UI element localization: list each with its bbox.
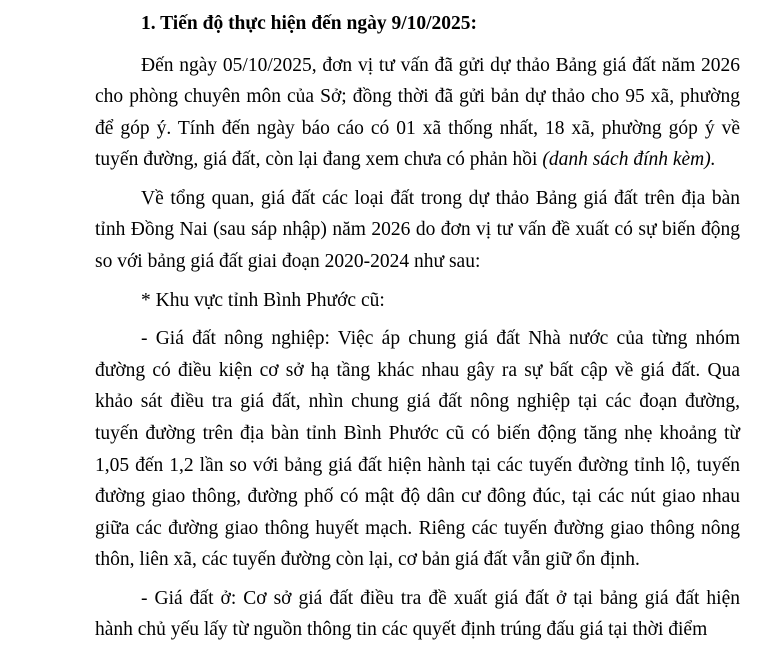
paragraph-4: - Giá đất nông nghiệp: Việc áp chung giá đất Nhà nước của từng nhóm đường có điều kiện cơ sở hạ tầng khác nhau gây ra sự bất cập về giá đất. Qua khảo sát điều tra giá đất, nhìn chung giá đất nông nghiệp tại các đoạn đường, tuyến đường trên địa bàn tỉnh Bình Phước cũ có biến động tăng nhẹ khoảng từ 1,05 đến 1,2 lần so với bảng giá đất hiện hành tại các tuyến đường tỉnh lộ, tuyến đường giao thông, đường phố có mật độ dân cư đông đúc, tại các nút giao nhau giữa các đường giao thông huyết mạch. Riêng các tuyến đường giao thông nông thôn, liên xã, các tuyến đường còn lại, cơ bản giá đất vẫn giữ ổn định.	[95, 328, 740, 571]
section-heading: 1. Tiến độ thực hiện đến ngày 9/10/2025:	[141, 13, 478, 34]
document-body	[95, 8, 740, 646]
paragraph-2: Về tổng quan, giá đất các loại đất trong dự thảo Bảng giá đất trên địa bàn tỉnh Đồng Nai (sau sáp nhập) năm 2026 do đơn vị tư vấn đề xuất có sự biến động so với bảng giá đất giai đoạn 2020-2024 như sau:	[95, 187, 740, 273]
paragraph-1	[95, 50, 740, 176]
paragraph-1-text-italic: (danh sách đính kèm).	[542, 149, 716, 171]
paragraph-3: * Khu vực tỉnh Bình Phước cũ:	[141, 289, 385, 311]
paragraph-1-text-normal: Đến ngày 05/10/2025, đơn vị tư vấn đã gửi dự thảo Bảng giá đất năm 2026 cho phòng chuyên môn của Sở; đồng thời đã gửi bản dự thảo cho 95 xã, phường để góp ý. Tính đến ngày báo cáo có 01 xã thống nhất, 18 xã, phường góp ý về tuyến đường, giá đất, còn lại đang xem chưa có phản hồi	[95, 54, 740, 171]
paragraph-5: - Giá đất ở: Cơ sở giá đất điều tra đề xuất giá đất ở tại bảng giá đất hiện hành chủ yếu lấy từ nguồn thông tin các quyết định trúng đấu giá tại thời điểm	[95, 587, 740, 641]
